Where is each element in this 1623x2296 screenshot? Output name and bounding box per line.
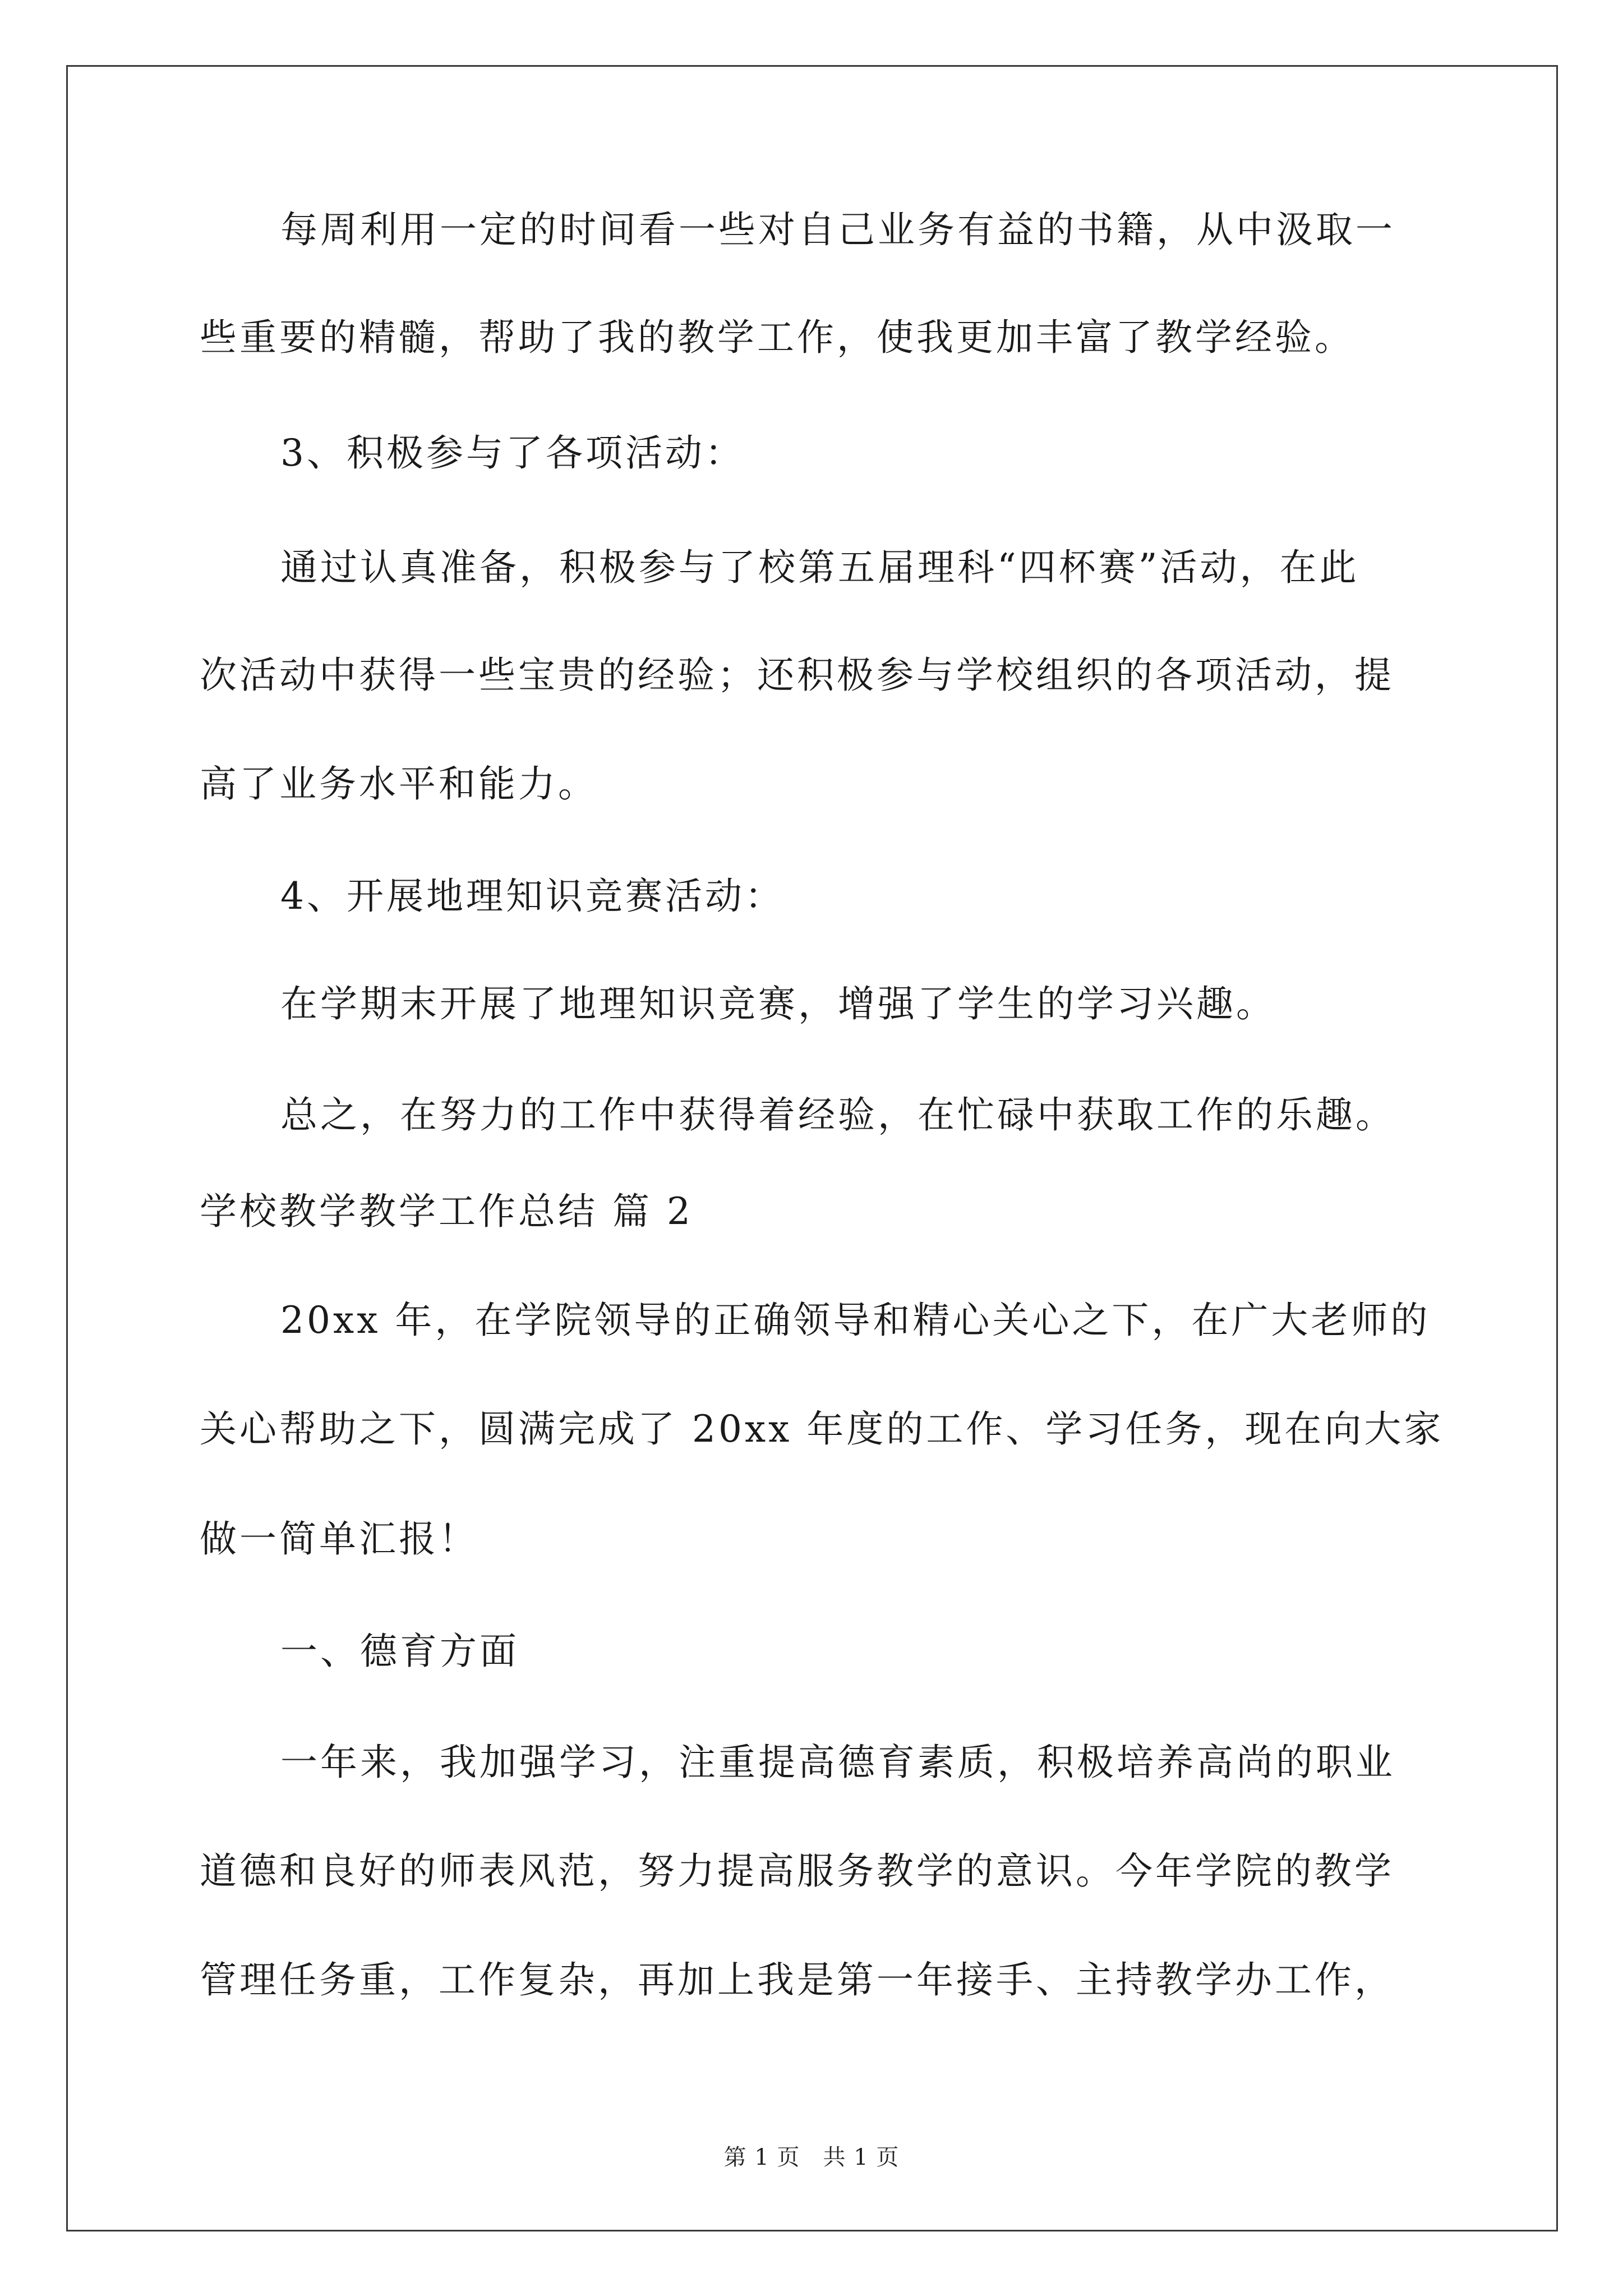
paragraph-line: 一年来，我加强学习，注重提高德育素质，积极培养高尚的职业 xyxy=(280,1741,1395,1784)
paragraph-line: 道德和良好的师表风范，努力提高服务教学的意识。今年学院的教学 xyxy=(200,1849,1394,1893)
paragraph-line: 些重要的精髓，帮助了我的教学工作，使我更加丰富了教学经验。 xyxy=(200,316,1354,359)
article-title: 学校教学教学工作总结 篇 2 xyxy=(200,1190,693,1233)
paragraph-line: 关心帮助之下，圆满完成了 20xx 年度的工作、学习任务，现在向大家 xyxy=(200,1407,1444,1451)
paragraph-line: 高了业务水平和能力。 xyxy=(200,762,598,806)
paragraph-line: 做一简单汇报！ xyxy=(200,1517,478,1561)
paragraph-line: 通过认真准备，积极参与了校第五届理科“四杯赛”活动，在此 xyxy=(280,546,1359,589)
paragraph-line: 20xx 年，在学院领导的正确领导和精心关心之下，在广大老师的 xyxy=(280,1299,1431,1342)
paragraph-line: 次活动中获得一些宝贵的经验；还积极参与学校组织的各项活动，提 xyxy=(200,654,1394,697)
section-heading: 4、开展地理知识竞赛活动： xyxy=(280,875,785,918)
section-heading: 3、积极参与了各项活动： xyxy=(280,431,745,475)
paragraph-line: 每周利用一定的时间看一些对自己业务有益的书籍，从中汲取一 xyxy=(280,208,1395,251)
paragraph-line: 在学期末开展了地理知识竞赛，增强了学生的学习兴趣。 xyxy=(280,982,1276,1025)
paragraph-line: 管理任务重，工作复杂，再加上我是第一年接手、主持教学办工作， xyxy=(200,1958,1394,2001)
section-heading: 一、德育方面 xyxy=(280,1630,519,1673)
page-number: 第 1 页 共 1 页 xyxy=(723,2145,900,2170)
paragraph-line: 总之，在努力的工作中获得着经验，在忙碌中获取工作的乐趣。 xyxy=(280,1093,1395,1137)
page-border xyxy=(66,65,1558,2231)
